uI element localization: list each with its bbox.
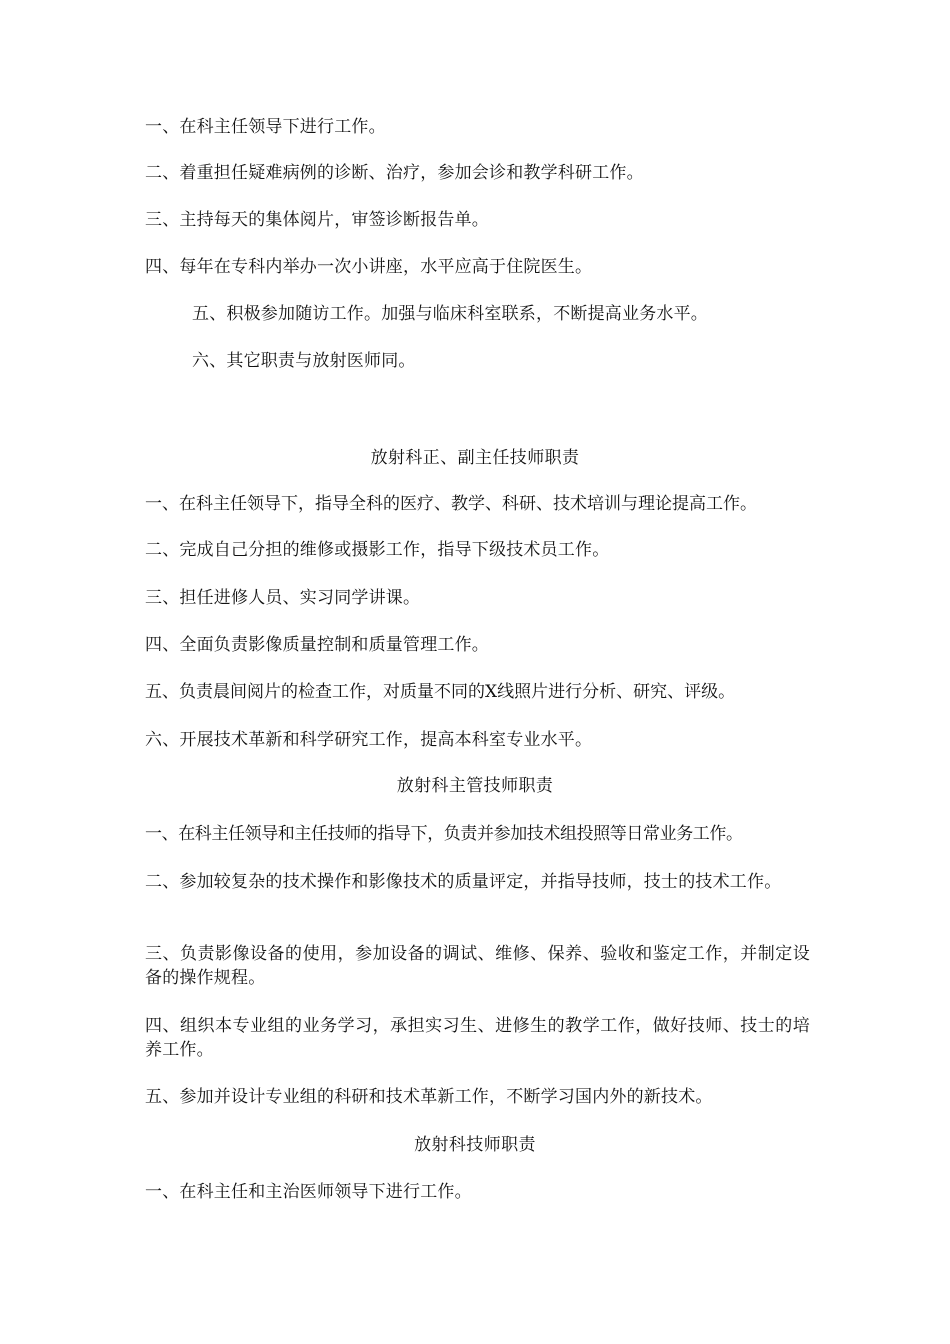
- duty-item: 五、参加并设计专业组的科研和技术革新工作，不断学习国内外的新技术。: [145, 1087, 713, 1107]
- duty-item: 四、组织本专业组的业务学习，承担实习生、进修生的教学工作，做好技师、技士的培养工作。: [145, 1016, 810, 1060]
- section-title-chief-tech: 放射科正、副主任技师职责: [370, 448, 580, 468]
- duty-item: 三、担任进修人员、实习同学讲课。: [145, 588, 421, 608]
- duty-item: 一、在科主任领导下，指导全科的医疗、教学、科研、技术培训与理论提高工作。: [145, 494, 757, 514]
- duty-item: 二、着重担任疑难病例的诊断、治疗，参加会诊和教学科研工作。: [145, 163, 644, 183]
- duty-item: 六、其它职责与放射医师同。: [192, 351, 416, 371]
- section-title-tech: 放射科技师职责: [414, 1135, 536, 1155]
- duty-item: 二、参加较复杂的技术操作和影像技术的质量评定，并指导技师，技士的技术工作。: [145, 872, 782, 892]
- section-title-supervisor-tech: 放射科主管技师职责: [396, 776, 554, 796]
- duty-item: 三、负责影像设备的使用，参加设备的调试、维修、保养、验收和鉴定工作，并制定设备的操作规程。: [145, 944, 810, 988]
- duty-item: 五、负责晨间阅片的检查工作，对质量不同的X线照片进行分析、研究、评级。: [145, 682, 736, 702]
- duty-item: 四、每年在专科内举办一次小讲座，水平应高于住院医生。: [145, 257, 593, 277]
- duty-item: 四、全面负责影像质量控制和质量管理工作。: [145, 635, 489, 655]
- duty-item: 五、积极参加随访工作。加强与临床科室联系，不断提高业务水平。: [192, 304, 708, 324]
- duty-item: 一、在科主任领导和主任技师的指导下，负责并参加技术组投照等日常业务工作。: [145, 824, 743, 844]
- duty-item: 三、主持每天的集体阅片，审签诊断报告单。: [145, 210, 489, 230]
- duty-item: 一、在科主任和主治医师领导下进行工作。: [145, 1182, 472, 1202]
- duty-item: 六、开展技术革新和科学研究工作，提高本科室专业水平。: [145, 730, 593, 750]
- duty-item: 二、完成自己分担的维修或摄影工作，指导下级技术员工作。: [145, 540, 610, 560]
- duty-item: 一、在科主任领导下进行工作。: [145, 117, 386, 137]
